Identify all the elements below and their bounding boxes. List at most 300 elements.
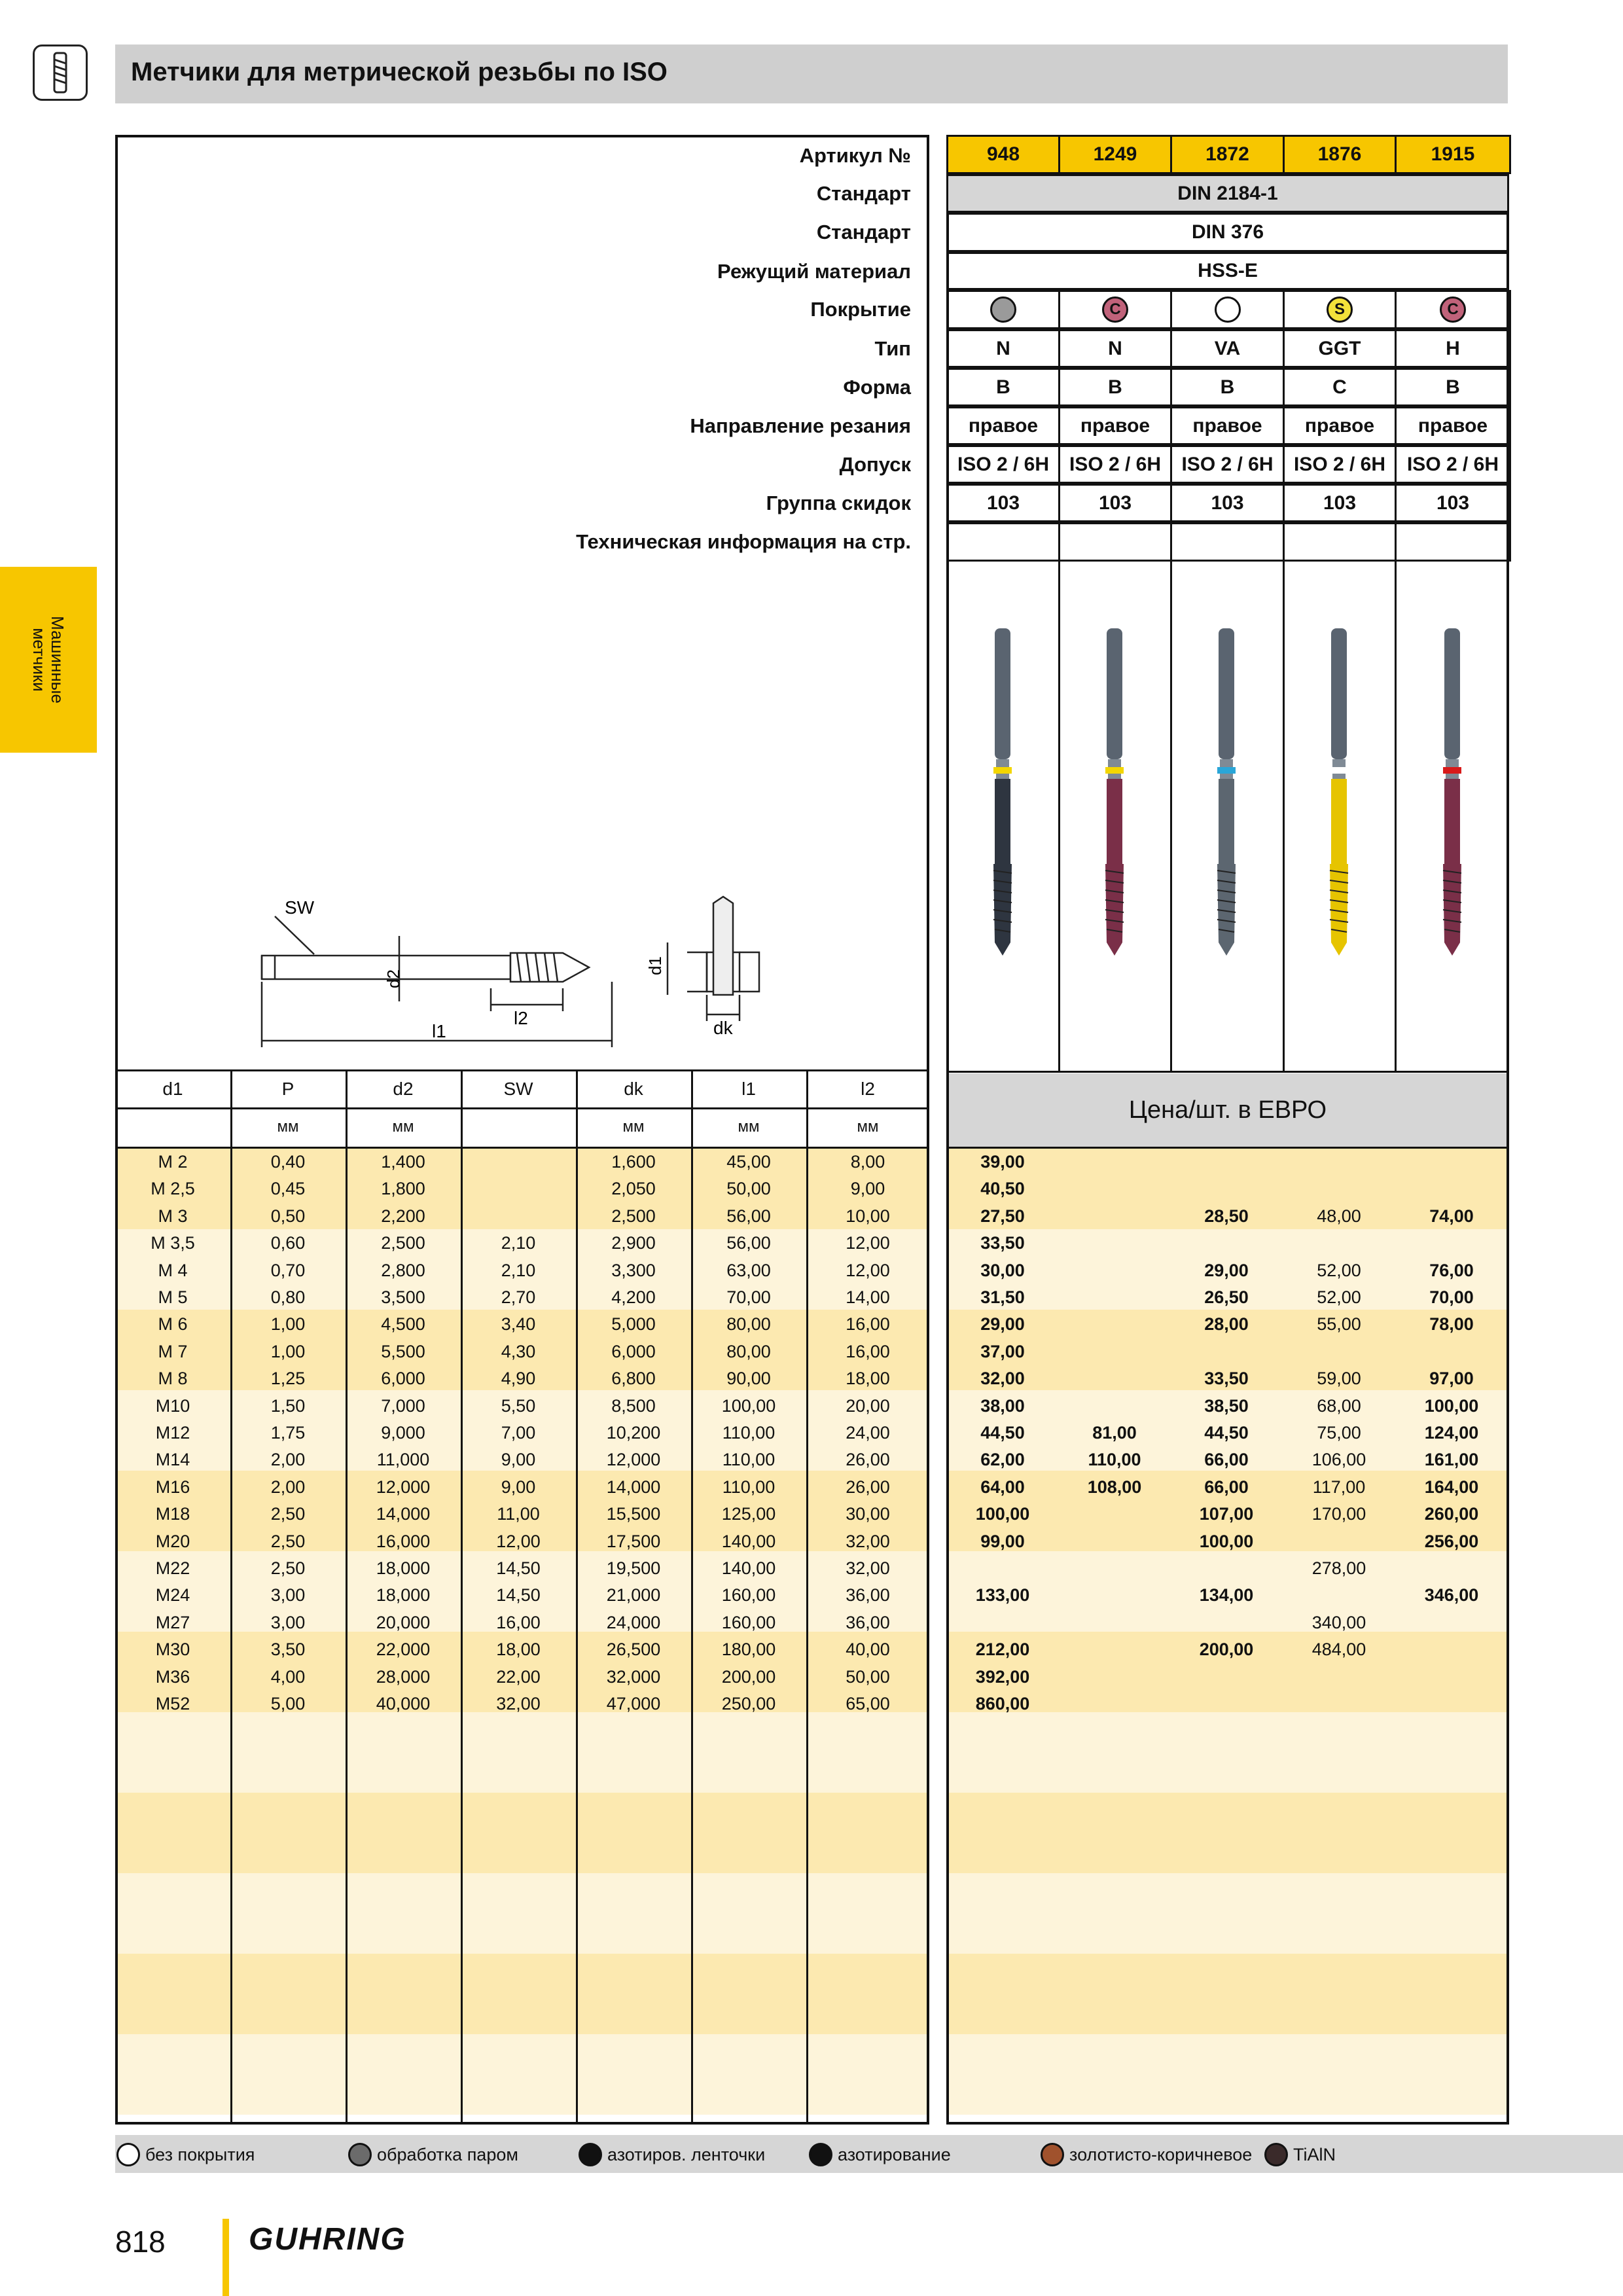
price-cell: 59,00 [1317,1369,1361,1389]
price-cell: 38,50 [1204,1395,1249,1416]
tap-image [976,628,1029,962]
table-cell: 140,00 [721,1558,776,1578]
price-cell: 106,00 [1311,1450,1366,1470]
price-cell: 346,00 [1424,1585,1479,1605]
discount-groups-cell: 103 [1170,484,1285,522]
coating-swatch-icon [579,2143,602,2166]
tolerances-cell: ISO 2 / 6H [1058,445,1172,484]
price-cell: 161,00 [1424,1450,1479,1470]
table-cell: 14,000 [606,1477,661,1497]
price-cell: 117,00 [1312,1477,1366,1497]
table-cell: 1,50 [270,1395,306,1416]
table-cell: M24 [155,1585,190,1605]
table-cell: 80,00 [726,1314,771,1335]
price-cell: 33,50 [980,1233,1025,1253]
table-cell: 100,00 [721,1395,776,1416]
dk-label: dk [713,1018,733,1038]
legend-item [348,2143,518,2166]
table-cell: 56,00 [726,1233,771,1253]
table-cell: 16,000 [376,1531,431,1551]
table-cell: 200,00 [721,1666,776,1687]
table-cell: 8,00 [850,1152,885,1172]
table-cell: 12,00 [846,1260,890,1280]
price-cell: 52,00 [1317,1287,1361,1307]
page-title: Метчики для метрической резьбы по ISO [131,58,668,86]
table-cell: 2,50 [270,1558,306,1578]
forms-cell: B [1058,368,1172,406]
directions-cell: правое [1058,406,1172,445]
price-cell: 48,00 [1317,1206,1361,1226]
table-cell: 5,50 [501,1395,536,1416]
table-cell: 65,00 [846,1694,890,1713]
legend-label: без покрытия [145,2144,255,2164]
table-cell: 5,000 [611,1314,656,1335]
table-cell: M 7 [158,1341,188,1361]
coating-swatch-icon [348,2143,372,2166]
table-cell: 70,00 [726,1287,771,1307]
table-cell: 24,000 [606,1612,661,1632]
tech-info-cell [1170,522,1285,562]
d2-label: d2 [383,969,403,988]
table-cell: M 8 [158,1369,188,1389]
row-band [949,1793,1507,1873]
table-cell: 18,00 [846,1369,890,1389]
table-cell: 3,00 [270,1585,306,1605]
directions-cell: правое [1170,406,1285,445]
coating-cell [1058,290,1172,329]
row-band [949,1954,1507,2034]
legend-item [579,2143,765,2166]
legend-label: азотирование [838,2144,951,2164]
directions-cell: правое [1283,406,1397,445]
table-cell: 11,00 [497,1504,540,1524]
coating-icon: C [1102,296,1128,323]
spec-label: Режущий материал [717,260,911,283]
price-cell: 260,00 [1424,1504,1479,1524]
table-cell: 4,00 [270,1666,306,1687]
legend-item [116,2143,255,2166]
row-band [949,2034,1507,2115]
table-cell [461,1175,576,1202]
table-cell: 2,70 [501,1287,536,1307]
price-cell: 66,00 [1204,1450,1249,1470]
spec-label: Покрытие [810,298,911,321]
table-cell: 26,500 [606,1640,661,1660]
price-cell: 170,00 [1311,1504,1366,1524]
row-band [118,2034,927,2115]
legend-label: обработка паром [377,2144,518,2164]
table-cell: 17,500 [606,1531,661,1551]
tech-info-cell [946,522,1060,562]
column-divider [1283,562,1285,1072]
table-cell: 250,00 [721,1694,776,1713]
price-cell: 124,00 [1424,1423,1479,1443]
tolerances-cell: ISO 2 / 6H [946,445,1060,484]
coating-cell [1283,290,1397,329]
table-cell: 2,900 [611,1233,656,1253]
material-cell: HSS-E [946,252,1509,290]
table-cell: M 5 [158,1287,188,1307]
column-header: P [281,1079,294,1099]
types-cell: H [1395,329,1511,368]
table-cell: 20,00 [846,1395,890,1416]
price-cell: 30,00 [980,1260,1025,1280]
table-cell: 2,10 [501,1260,536,1280]
price-cell: 134,00 [1199,1585,1254,1605]
tolerances-cell: ISO 2 / 6H [1395,445,1511,484]
table-cell: 4,30 [501,1341,536,1361]
table-cell: 18,00 [496,1640,541,1660]
table-cell: 10,200 [606,1423,661,1443]
price-cell: 256,00 [1424,1531,1479,1551]
table-cell: 16,00 [846,1314,890,1335]
discount-groups-cell: 103 [1283,484,1397,522]
legend-item [1041,2143,1252,2166]
column-divider [1058,562,1060,1072]
table-cell: M52 [155,1694,190,1713]
row-band [118,1873,927,1954]
coating-swatch-icon [1264,2143,1288,2166]
price-cell: 100,00 [1424,1395,1479,1416]
price-cell: 68,00 [1317,1395,1361,1416]
column-header: d1 [162,1079,183,1099]
price-cell: 860,00 [975,1694,1030,1713]
table-cell: M20 [155,1531,190,1551]
price-cell: 107,00 [1199,1504,1254,1524]
table-cell: 18,000 [376,1558,431,1578]
coating-icon: C [1440,296,1466,323]
table-cell: 9,000 [381,1423,425,1443]
tap-icon [33,45,88,101]
table-cell: M16 [155,1477,190,1497]
table-cell: 28,000 [376,1666,431,1687]
discount-groups-cell: 103 [1395,484,1511,522]
price-cell: 39,00 [980,1152,1025,1172]
column-header: SW [503,1079,533,1099]
tolerances-cell: ISO 2 / 6H [1283,445,1397,484]
table-cell: 26,00 [846,1450,890,1470]
spec-label: Допуск [839,453,911,476]
legend-item [809,2143,951,2166]
table-cell: 1,75 [270,1423,306,1443]
table-cell: 11,000 [376,1450,430,1470]
table-cell: 45,00 [726,1152,771,1172]
table-cell: 7,00 [501,1423,536,1443]
article-number: 1876 [1283,135,1397,174]
sw-label: SW [285,897,315,918]
divider [946,1071,1509,1073]
table-cell: 9,00 [850,1179,885,1199]
table-cell: M18 [155,1504,190,1524]
price-cell: 97,00 [1429,1369,1474,1389]
table-cell: 4,90 [501,1369,536,1389]
table-cell: 2,500 [381,1233,425,1253]
coating-icon [990,296,1016,323]
table-cell: 0,60 [270,1233,306,1253]
table-cell: 0,40 [270,1152,306,1172]
tech-info-cell [1058,522,1172,562]
table-cell: 47,000 [606,1694,661,1713]
table-cell: 30,00 [846,1504,890,1524]
tap-image [1200,628,1253,962]
column-divider [1170,562,1172,1072]
spec-label: Стандарт [816,221,911,243]
table-cell: 32,00 [846,1558,890,1578]
price-cell: 26,50 [1204,1287,1249,1307]
table-cell: 5,500 [381,1341,425,1361]
types-cell: N [1058,329,1172,368]
table-cell: 22,000 [376,1640,431,1660]
legend-label: TiAlN [1293,2144,1336,2164]
table-cell: 50,00 [726,1179,771,1199]
types-cell: N [946,329,1060,368]
article-number: 1249 [1058,135,1172,174]
price-cell: 44,50 [980,1423,1025,1443]
table-cell [461,1149,576,1175]
table-cell: M 6 [158,1314,188,1335]
price-cell: 100,00 [975,1504,1030,1524]
table-cell: 22,00 [496,1666,541,1687]
table-cell: 2,50 [270,1531,306,1551]
table-cell: 1,00 [270,1314,306,1335]
price-cell: 81,00 [1092,1423,1137,1443]
price-cell: 100,00 [1199,1531,1254,1551]
spec-label: Направление резания [690,414,911,437]
table-cell: 19,500 [606,1558,661,1578]
row-band [118,1712,927,1793]
table-cell: 14,50 [496,1558,541,1578]
table-cell: 8,500 [611,1395,656,1416]
discount-groups-cell: 103 [946,484,1060,522]
page-number: 818 [115,2225,166,2259]
price-cell: 164,00 [1424,1477,1479,1497]
table-cell: 6,000 [611,1341,656,1361]
column-unit: мм [622,1118,645,1136]
directions-cell: правое [946,406,1060,445]
table-cell: 32,00 [496,1694,541,1713]
coating-icon: S [1327,296,1353,323]
coating-icon [1215,296,1241,323]
standard-cell: DIN 2184-1 [946,174,1509,213]
coating-swatch-icon [1041,2143,1064,2166]
table-cell: M22 [155,1558,190,1578]
table-cell: 90,00 [726,1369,771,1389]
footer-divider [223,2219,229,2296]
price-cell: 340,00 [1311,1612,1366,1632]
forms-cell: B [1170,368,1285,406]
column-divider [1395,562,1397,1072]
legend-label: золотисто-коричневое [1069,2144,1253,2164]
table-cell: 110,00 [722,1477,776,1497]
table-cell: M 2 [158,1152,188,1172]
price-cell: 33,50 [1204,1369,1249,1389]
price-cell: 392,00 [975,1666,1030,1687]
price-cell: 37,00 [980,1341,1025,1361]
table-cell: 32,00 [846,1531,890,1551]
table-cell: 9,00 [501,1477,536,1497]
table-cell: 110,00 [722,1450,776,1470]
article-number: 1872 [1170,135,1285,174]
table-cell: 4,200 [611,1287,656,1307]
price-cell: 200,00 [1199,1640,1254,1660]
price-cell: 74,00 [1429,1206,1474,1226]
table-cell: 1,25 [270,1369,306,1389]
table-cell: 2,10 [501,1233,536,1253]
spec-label: Форма [843,376,911,399]
types-cell: GGT [1283,329,1397,368]
tap-image [1088,628,1141,962]
legend-item [1264,2143,1336,2166]
table-cell: 180,00 [721,1640,776,1660]
table-cell: 12,00 [846,1233,890,1253]
column-unit: мм [277,1118,299,1136]
table-cell: 3,300 [611,1260,656,1280]
price-cell: 75,00 [1317,1423,1361,1443]
table-cell: 2,00 [270,1477,306,1497]
price-cell: 78,00 [1429,1314,1474,1335]
table-cell: 1,600 [611,1152,656,1172]
legend-label: азотиров. ленточки [607,2144,766,2164]
coating-swatch-icon [809,2143,832,2166]
column-unit: мм [738,1118,760,1136]
table-cell: 2,500 [611,1206,656,1226]
l1-label: l1 [432,1021,446,1041]
table-cell: 50,00 [846,1666,890,1687]
table-cell: 3,500 [381,1287,425,1307]
price-cell: 108,00 [1087,1477,1142,1497]
table-cell: M30 [155,1640,190,1660]
table-cell: M14 [155,1450,190,1470]
table-cell: 24,00 [846,1423,890,1443]
table-cell: M12 [155,1423,190,1443]
table-cell: M 3 [158,1206,188,1226]
coating-cell [1395,290,1511,329]
price-cell: 76,00 [1429,1260,1474,1280]
table-cell: M 3,5 [151,1233,195,1253]
price-cell: 99,00 [980,1531,1025,1551]
table-cell: 160,00 [721,1585,776,1605]
spec-label: Артикул № [799,144,911,167]
standard-cell: DIN 376 [946,213,1509,252]
table-cell: 12,000 [376,1477,431,1497]
price-cell: 55,00 [1317,1314,1361,1335]
table-cell: 12,000 [606,1450,661,1470]
column-header: d2 [393,1079,414,1099]
price-cell: 27,50 [980,1206,1025,1226]
table-cell: 63,00 [726,1260,771,1280]
price-cell: 110,00 [1088,1450,1141,1470]
table-cell: 3,40 [501,1314,536,1335]
price-cell: 212,00 [975,1640,1030,1660]
price-cell: 38,00 [980,1395,1025,1416]
table-cell: M27 [155,1612,190,1632]
tap-dimension-drawing [236,890,798,1060]
table-cell: 6,800 [611,1369,656,1389]
tap-image [1313,628,1365,962]
table-cell: M 4 [158,1260,188,1280]
spec-label: Тип [874,337,911,360]
table-cell: 40,000 [376,1694,431,1713]
table-cell: 16,00 [496,1612,541,1632]
table-cell: 0,80 [270,1287,306,1307]
table-cell: 2,800 [381,1260,425,1280]
table-cell: 160,00 [721,1612,776,1632]
column-header: l2 [861,1079,875,1099]
column-unit: мм [857,1118,879,1136]
table-cell: 0,50 [270,1206,306,1226]
table-cell: 26,00 [846,1477,890,1497]
table-cell: 7,000 [381,1395,425,1416]
table-cell: 80,00 [726,1341,771,1361]
table-cell: 0,45 [270,1179,306,1199]
tolerances-cell: ISO 2 / 6H [1170,445,1285,484]
table-cell: 6,000 [381,1369,425,1389]
table-cell: 20,000 [376,1612,431,1632]
price-cell: 133,00 [975,1585,1030,1605]
article-number: 1915 [1395,135,1511,174]
price-cell: 31,50 [980,1287,1025,1307]
coating-cell [1170,290,1285,329]
row-band [949,1873,1507,1954]
table-cell: 18,000 [376,1585,431,1605]
article-number: 948 [946,135,1060,174]
table-cell: 3,00 [270,1612,306,1632]
table-cell: 32,000 [606,1666,661,1687]
table-cell: 125,00 [721,1504,776,1524]
table-cell: 10,00 [846,1206,890,1226]
row-band [118,1793,927,1873]
table-cell: 21,000 [606,1585,661,1605]
table-cell: 36,00 [846,1612,890,1632]
price-header: Цена/шт. в ЕВРО [949,1073,1507,1147]
tech-info-cell [1395,522,1511,562]
price-cell: 44,50 [1204,1423,1249,1443]
coating-swatch-icon [116,2143,140,2166]
column-header: dk [624,1079,643,1099]
price-cell: 32,00 [980,1369,1025,1389]
table-cell: 15,500 [606,1504,661,1524]
table-cell: M 2,5 [151,1179,195,1199]
brand-logo: GUHRING [249,2222,406,2257]
price-cell: 62,00 [980,1450,1025,1470]
table-cell: 56,00 [726,1206,771,1226]
price-cell: 28,00 [1204,1314,1249,1335]
row-band [118,1954,927,2034]
table-cell: 14,50 [496,1585,541,1605]
table-cell: M36 [155,1666,190,1687]
price-cell: 52,00 [1317,1260,1361,1280]
price-cell: 29,00 [980,1314,1025,1335]
table-cell: 9,00 [501,1450,536,1470]
discount-groups-cell: 103 [1058,484,1172,522]
table-cell: 110,00 [722,1423,776,1443]
table-cell: 1,400 [381,1152,425,1172]
column-header: l1 [741,1079,756,1099]
spec-label: Группа скидок [766,492,911,514]
row-band [949,1712,1507,1793]
tech-info-cell [1283,522,1397,562]
table-cell: 2,00 [270,1450,306,1470]
price-cell: 70,00 [1429,1287,1474,1307]
spec-label: Стандарт [816,182,911,205]
price-cell: 28,50 [1204,1206,1249,1226]
d1-label: d1 [645,956,665,975]
table-cell: 1,800 [381,1179,425,1199]
table-cell: 12,00 [496,1531,541,1551]
price-cell: 484,00 [1311,1640,1366,1660]
forms-cell: C [1283,368,1397,406]
column-unit: мм [392,1118,414,1136]
